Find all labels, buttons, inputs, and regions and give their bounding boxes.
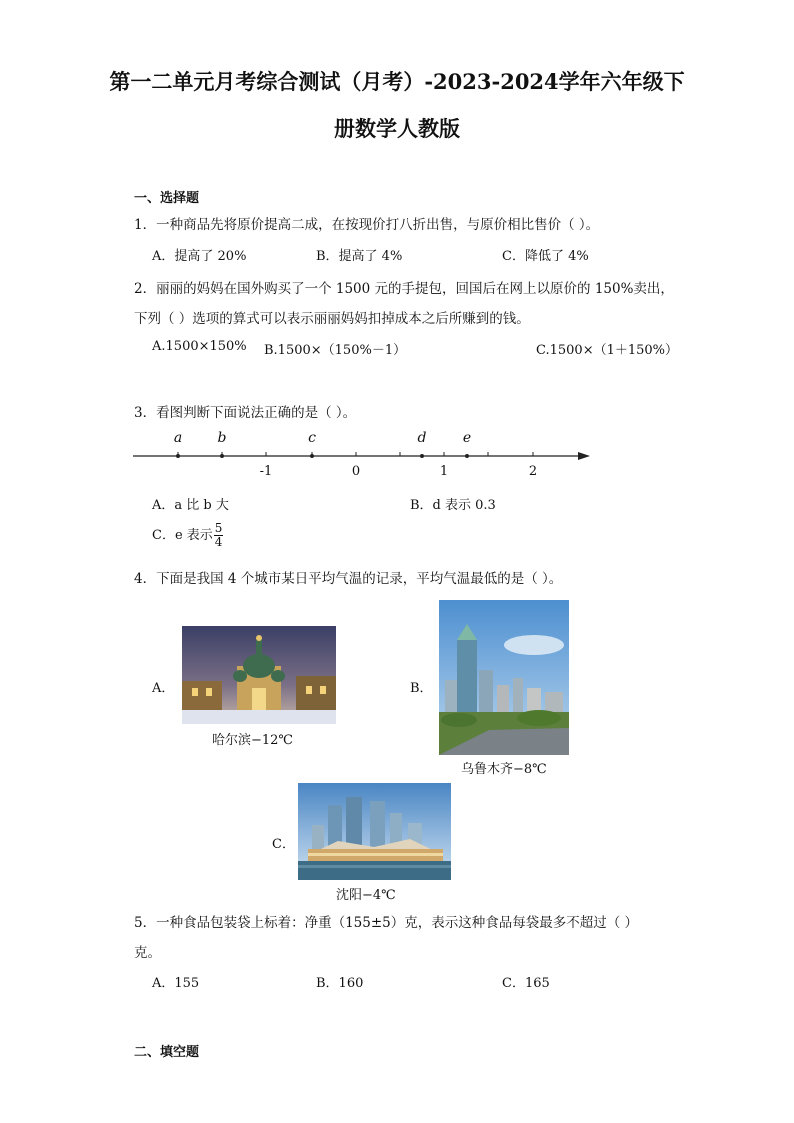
number-line-point-c — [310, 454, 314, 458]
fraction-denominator: 4 — [214, 535, 223, 549]
question-5-option-b: B．160 — [316, 976, 364, 991]
question-3-option-b: B．d 表示 0.3 — [410, 498, 496, 513]
page-title-line2: 册数学人教版 — [334, 116, 460, 141]
question-1-option-a: A．提高了 20% — [152, 249, 247, 264]
urumqi-skyline-photo — [439, 600, 569, 755]
question-1-option-b: B．提高了 4% — [316, 249, 403, 264]
number-line-point-e — [465, 454, 469, 458]
fraction-five-fourths — [214, 522, 224, 549]
number-line-label-c: c — [308, 430, 316, 446]
number-line-label-d: d — [417, 430, 427, 446]
question-1-option-c: C．降低了 4% — [502, 249, 589, 264]
question-2-stem-line2: 下列（ ）选项的算式可以表示丽丽妈妈扣掉成本之后所赚到的钱。 — [134, 311, 530, 327]
question-5-stem-line2: 克。 — [134, 945, 161, 961]
number-line-tick-1: 1 — [439, 464, 449, 479]
shenyang-skyline-photo — [298, 783, 451, 880]
question-4-caption-a: 哈尔滨−12℃ — [212, 733, 293, 748]
number-line-point-d — [420, 454, 424, 458]
number-line-tick-0: 0 — [351, 464, 361, 479]
section-heading-fill-in: 二、填空题 — [134, 1045, 200, 1060]
question-2-stem-line1: 2．丽丽的妈妈在国外购买了一个 1500 元的手提包，回国后在网上以原价的 150%卖出， — [134, 281, 674, 297]
question-4-caption-c: 沈阳−4℃ — [336, 888, 396, 903]
question-3-option-c — [152, 522, 223, 549]
harbin-photo-art — [182, 626, 336, 724]
question-4-stem: 4．下面是我国 4 个城市某日平均气温的记录，平均气温最低的是（ ）。 — [134, 571, 563, 587]
fraction-numerator: 5 — [214, 521, 223, 535]
question-2-option-b: B.1500×（150%－1） — [264, 343, 407, 358]
question-4-option-b-label: B． — [410, 681, 433, 696]
number-line-arrow — [578, 452, 590, 460]
number-line-minor-ticks — [178, 452, 533, 456]
question-3-stem: 3．看图判断下面说法正确的是（ ）。 — [134, 405, 357, 421]
question-3-option-a: A．a 比 b 大 — [152, 498, 229, 513]
number-line-label-e: e — [462, 430, 472, 446]
section-heading-choice: 一、选择题 — [134, 191, 200, 206]
number-line-label-a: a — [173, 430, 183, 446]
question-4-caption-b: 乌鲁木齐−8℃ — [461, 762, 547, 777]
number-line — [130, 425, 600, 480]
question-3-option-c-text: C．e 表示 — [152, 528, 213, 543]
number-line-point-b — [220, 454, 224, 458]
question-5-option-a: A．155 — [152, 976, 200, 991]
question-2-option-a: A.1500×150% — [152, 339, 247, 354]
question-1-stem: 1．一种商品先将原价提高二成，在按现价打八折出售，与原价相比售价（ ）。 — [134, 217, 600, 233]
number-line-label-b: b — [217, 430, 227, 446]
question-5-option-c: C．165 — [502, 976, 550, 991]
question-4-option-a-label: A． — [152, 681, 175, 696]
page-title-line1: 第一二单元月考综合测试（月考）-2023-2024学年六年级下 — [109, 69, 685, 94]
shenyang-photo-art — [298, 783, 451, 880]
question-4-option-c-label: C． — [272, 837, 295, 852]
harbin-church-photo — [182, 626, 336, 724]
question-5-stem-line1: 5．一种食品包装袋上标着：净重（155±5）克，表示这种食品每袋最多不超过（ ） — [134, 915, 639, 931]
urumqi-photo-art — [439, 600, 569, 755]
number-line-tick-minus1: -1 — [259, 464, 273, 479]
number-line-tick-2: 2 — [528, 464, 538, 479]
number-line-point-a — [176, 454, 180, 458]
question-2-option-c: C.1500×（1＋150%） — [536, 343, 679, 358]
